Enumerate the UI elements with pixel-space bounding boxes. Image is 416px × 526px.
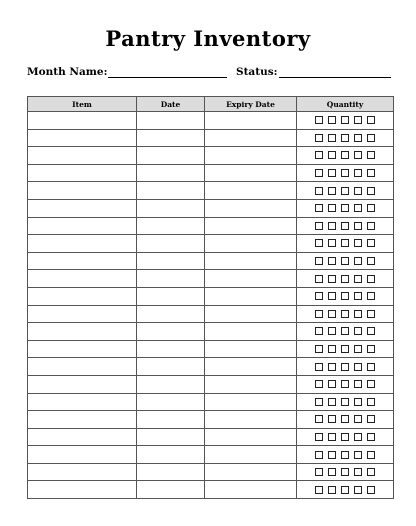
quantity-cell: [297, 305, 394, 323]
quantity-checkbox[interactable]: [328, 363, 336, 371]
quantity-checkboxes: [297, 468, 393, 476]
quantity-checkbox[interactable]: [367, 204, 375, 212]
quantity-checkbox[interactable]: [354, 169, 362, 177]
quantity-checkbox[interactable]: [341, 222, 349, 230]
quantity-checkbox[interactable]: [341, 363, 349, 371]
quantity-checkbox[interactable]: [315, 169, 323, 177]
quantity-checkbox[interactable]: [367, 310, 375, 318]
quantity-checkbox[interactable]: [328, 398, 336, 406]
table-row: [28, 164, 394, 182]
inventory-table: [27, 96, 394, 499]
quantity-checkbox[interactable]: [367, 345, 375, 353]
quantity-checkbox[interactable]: [341, 187, 349, 195]
quantity-checkboxes: [297, 204, 393, 212]
quantity-checkbox[interactable]: [354, 398, 362, 406]
quantity-checkbox[interactable]: [367, 187, 375, 195]
quantity-checkboxes: [297, 292, 393, 300]
table-row: [28, 182, 394, 200]
expiry-date-cell[interactable]: [205, 129, 297, 147]
expiry-date-cell[interactable]: [205, 358, 297, 376]
quantity-checkboxes: [297, 169, 393, 177]
quantity-checkbox[interactable]: [354, 468, 362, 476]
quantity-checkbox[interactable]: [328, 275, 336, 283]
quantity-checkbox[interactable]: [367, 451, 375, 459]
quantity-cell: [297, 358, 394, 376]
item-cell[interactable]: [28, 411, 137, 429]
expiry-date-cell[interactable]: [205, 323, 297, 341]
quantity-checkbox[interactable]: [354, 275, 362, 283]
item-cell[interactable]: [28, 428, 137, 446]
date-cell[interactable]: [137, 147, 205, 165]
date-cell[interactable]: [137, 235, 205, 253]
quantity-checkboxes: [297, 415, 393, 423]
quantity-checkbox[interactable]: [315, 327, 323, 335]
quantity-checkbox[interactable]: [341, 169, 349, 177]
status-label: Status:: [236, 66, 278, 78]
table-row: [28, 411, 394, 429]
quantity-checkbox[interactable]: [341, 116, 349, 124]
date-cell[interactable]: [137, 393, 205, 411]
date-cell[interactable]: [137, 375, 205, 393]
table-row: [28, 375, 394, 393]
quantity-checkbox[interactable]: [354, 451, 362, 459]
quantity-checkbox[interactable]: [367, 116, 375, 124]
quantity-cell: [297, 129, 394, 147]
table-row: [28, 446, 394, 464]
date-cell[interactable]: [137, 270, 205, 288]
quantity-checkboxes: [297, 486, 393, 494]
date-cell[interactable]: [137, 164, 205, 182]
quantity-checkbox[interactable]: [328, 239, 336, 247]
quantity-checkbox[interactable]: [354, 187, 362, 195]
quantity-checkbox[interactable]: [328, 433, 336, 441]
quantity-checkboxes: [297, 451, 393, 459]
expiry-date-cell[interactable]: [205, 411, 297, 429]
table-row: [28, 463, 394, 481]
date-cell[interactable]: [137, 340, 205, 358]
quantity-checkbox[interactable]: [341, 380, 349, 388]
quantity-checkbox[interactable]: [367, 415, 375, 423]
item-cell[interactable]: [28, 235, 137, 253]
quantity-checkboxes: [297, 398, 393, 406]
status-field: [236, 66, 391, 78]
quantity-checkbox[interactable]: [328, 415, 336, 423]
expiry-date-cell[interactable]: [205, 428, 297, 446]
date-cell[interactable]: [137, 199, 205, 217]
quantity-checkbox[interactable]: [354, 116, 362, 124]
expiry-date-cell[interactable]: [205, 217, 297, 235]
quantity-checkbox[interactable]: [341, 345, 349, 353]
table-row: [28, 270, 394, 288]
header-fields: [27, 66, 393, 82]
quantity-checkbox[interactable]: [367, 468, 375, 476]
date-cell[interactable]: [137, 305, 205, 323]
quantity-checkbox[interactable]: [367, 398, 375, 406]
quantity-checkbox[interactable]: [315, 345, 323, 353]
quantity-checkbox[interactable]: [354, 204, 362, 212]
quantity-checkbox[interactable]: [354, 134, 362, 142]
quantity-checkbox[interactable]: [328, 486, 336, 494]
quantity-checkboxes: [297, 363, 393, 371]
table-row: [28, 199, 394, 217]
quantity-checkbox[interactable]: [354, 292, 362, 300]
table-row: [28, 217, 394, 235]
quantity-checkbox[interactable]: [328, 151, 336, 159]
expiry-date-cell[interactable]: [205, 270, 297, 288]
quantity-cell: [297, 182, 394, 200]
quantity-checkbox[interactable]: [315, 239, 323, 247]
quantity-checkbox[interactable]: [341, 151, 349, 159]
table-body: [28, 112, 394, 499]
quantity-checkbox[interactable]: [328, 451, 336, 459]
quantity-checkbox[interactable]: [328, 169, 336, 177]
quantity-checkbox[interactable]: [354, 486, 362, 494]
quantity-checkbox[interactable]: [354, 239, 362, 247]
date-cell[interactable]: [137, 481, 205, 499]
quantity-checkbox[interactable]: [328, 345, 336, 353]
item-cell[interactable]: [28, 270, 137, 288]
quantity-checkbox[interactable]: [354, 363, 362, 371]
quantity-checkbox[interactable]: [328, 327, 336, 335]
date-cell[interactable]: [137, 129, 205, 147]
quantity-checkbox[interactable]: [341, 468, 349, 476]
quantity-checkbox[interactable]: [328, 292, 336, 300]
quantity-checkbox[interactable]: [315, 204, 323, 212]
table-row: [28, 112, 394, 130]
quantity-checkbox[interactable]: [367, 151, 375, 159]
date-cell[interactable]: [137, 182, 205, 200]
expiry-date-cell[interactable]: [205, 463, 297, 481]
quantity-cell: [297, 481, 394, 499]
table-row: [28, 287, 394, 305]
table-row: [28, 147, 394, 165]
item-cell[interactable]: [28, 129, 137, 147]
expiry-date-cell[interactable]: [205, 393, 297, 411]
quantity-checkbox[interactable]: [315, 433, 323, 441]
expiry-date-cell[interactable]: [205, 287, 297, 305]
quantity-cell: [297, 270, 394, 288]
table-row: [28, 358, 394, 376]
quantity-checkbox[interactable]: [315, 187, 323, 195]
item-cell[interactable]: [28, 252, 137, 270]
quantity-checkbox[interactable]: [341, 451, 349, 459]
date-cell[interactable]: [137, 112, 205, 130]
quantity-checkbox[interactable]: [328, 257, 336, 265]
date-cell[interactable]: [137, 446, 205, 464]
status-line[interactable]: [279, 67, 391, 78]
quantity-cell: [297, 235, 394, 253]
quantity-checkbox[interactable]: [341, 204, 349, 212]
quantity-checkbox[interactable]: [367, 134, 375, 142]
quantity-checkbox[interactable]: [315, 292, 323, 300]
quantity-checkbox[interactable]: [341, 398, 349, 406]
item-cell[interactable]: [28, 305, 137, 323]
quantity-cell: [297, 199, 394, 217]
quantity-cell: [297, 446, 394, 464]
quantity-cell: [297, 252, 394, 270]
expiry-date-cell[interactable]: [205, 199, 297, 217]
table-row: [28, 305, 394, 323]
expiry-date-cell[interactable]: [205, 375, 297, 393]
month-name-label: Month Name:: [27, 66, 108, 78]
quantity-checkbox[interactable]: [367, 222, 375, 230]
quantity-checkbox[interactable]: [315, 151, 323, 159]
quantity-checkbox[interactable]: [354, 433, 362, 441]
page-title: Pantry Inventory: [105, 26, 311, 51]
table-header-row: [28, 97, 394, 112]
quantity-checkbox[interactable]: [341, 292, 349, 300]
item-cell[interactable]: [28, 446, 137, 464]
quantity-checkbox[interactable]: [328, 468, 336, 476]
quantity-checkboxes: [297, 345, 393, 353]
date-cell[interactable]: [137, 358, 205, 376]
quantity-checkbox[interactable]: [328, 310, 336, 318]
quantity-cell: [297, 375, 394, 393]
item-cell[interactable]: [28, 217, 137, 235]
quantity-cell: [297, 428, 394, 446]
column-header-quantity: Quantity: [297, 97, 394, 112]
quantity-checkbox[interactable]: [328, 222, 336, 230]
column-header-item: Item: [28, 97, 137, 112]
quantity-checkbox[interactable]: [328, 187, 336, 195]
date-cell[interactable]: [137, 252, 205, 270]
item-cell[interactable]: [28, 375, 137, 393]
quantity-cell: [297, 164, 394, 182]
quantity-checkbox[interactable]: [354, 257, 362, 265]
item-cell[interactable]: [28, 112, 137, 130]
quantity-cell: [297, 393, 394, 411]
quantity-checkbox[interactable]: [367, 327, 375, 335]
item-cell[interactable]: [28, 340, 137, 358]
quantity-checkbox[interactable]: [315, 398, 323, 406]
item-cell[interactable]: [28, 463, 137, 481]
expiry-date-cell[interactable]: [205, 164, 297, 182]
expiry-date-cell[interactable]: [205, 446, 297, 464]
table-row: [28, 323, 394, 341]
quantity-checkbox[interactable]: [341, 257, 349, 265]
quantity-checkbox[interactable]: [315, 257, 323, 265]
month-name-line[interactable]: [108, 67, 227, 78]
quantity-cell: [297, 463, 394, 481]
table-row: [28, 235, 394, 253]
quantity-cell: [297, 287, 394, 305]
quantity-checkboxes: [297, 275, 393, 283]
expiry-date-cell[interactable]: [205, 481, 297, 499]
expiry-date-cell[interactable]: [205, 252, 297, 270]
table-row: [28, 340, 394, 358]
quantity-cell: [297, 411, 394, 429]
table-row: [28, 252, 394, 270]
quantity-cell: [297, 147, 394, 165]
quantity-checkbox[interactable]: [354, 151, 362, 159]
quantity-checkbox[interactable]: [367, 380, 375, 388]
quantity-checkbox[interactable]: [315, 451, 323, 459]
quantity-checkboxes: [297, 327, 393, 335]
table-row: [28, 428, 394, 446]
quantity-checkbox[interactable]: [315, 380, 323, 388]
quantity-checkbox[interactable]: [315, 275, 323, 283]
quantity-checkbox[interactable]: [354, 345, 362, 353]
quantity-checkbox[interactable]: [354, 415, 362, 423]
quantity-checkbox[interactable]: [341, 327, 349, 335]
quantity-checkbox[interactable]: [341, 415, 349, 423]
quantity-cell: [297, 340, 394, 358]
quantity-checkbox[interactable]: [354, 222, 362, 230]
quantity-checkboxes: [297, 239, 393, 247]
quantity-checkboxes: [297, 187, 393, 195]
quantity-checkboxes: [297, 310, 393, 318]
quantity-checkbox[interactable]: [328, 204, 336, 212]
date-cell[interactable]: [137, 428, 205, 446]
item-cell[interactable]: [28, 164, 137, 182]
quantity-checkbox[interactable]: [315, 486, 323, 494]
quantity-checkbox[interactable]: [367, 363, 375, 371]
month-name-field: [27, 66, 227, 78]
quantity-checkbox[interactable]: [315, 468, 323, 476]
quantity-checkboxes: [297, 380, 393, 388]
expiry-date-cell[interactable]: [205, 235, 297, 253]
quantity-checkboxes: [297, 116, 393, 124]
quantity-checkboxes: [297, 222, 393, 230]
date-cell[interactable]: [137, 323, 205, 341]
quantity-cell: [297, 217, 394, 235]
expiry-date-cell[interactable]: [205, 147, 297, 165]
quantity-checkbox[interactable]: [315, 415, 323, 423]
item-cell[interactable]: [28, 147, 137, 165]
quantity-checkbox[interactable]: [354, 310, 362, 318]
expiry-date-cell[interactable]: [205, 112, 297, 130]
quantity-checkbox[interactable]: [341, 134, 349, 142]
table-row: [28, 129, 394, 147]
date-cell[interactable]: [137, 411, 205, 429]
quantity-checkbox[interactable]: [328, 116, 336, 124]
quantity-checkbox[interactable]: [341, 433, 349, 441]
quantity-checkbox[interactable]: [315, 310, 323, 318]
item-cell[interactable]: [28, 287, 137, 305]
quantity-checkbox[interactable]: [315, 363, 323, 371]
item-cell[interactable]: [28, 199, 137, 217]
quantity-checkboxes: [297, 433, 393, 441]
item-cell[interactable]: [28, 182, 137, 200]
quantity-checkbox[interactable]: [367, 486, 375, 494]
quantity-checkbox[interactable]: [328, 134, 336, 142]
table-row: [28, 393, 394, 411]
quantity-cell: [297, 112, 394, 130]
date-cell[interactable]: [137, 287, 205, 305]
date-cell[interactable]: [137, 463, 205, 481]
quantity-checkbox[interactable]: [341, 486, 349, 494]
quantity-checkbox[interactable]: [367, 257, 375, 265]
item-cell[interactable]: [28, 393, 137, 411]
date-cell[interactable]: [137, 217, 205, 235]
column-header-date: Date: [137, 97, 205, 112]
quantity-checkbox[interactable]: [367, 275, 375, 283]
quantity-checkbox[interactable]: [341, 310, 349, 318]
expiry-date-cell[interactable]: [205, 340, 297, 358]
table-row: [28, 481, 394, 499]
quantity-checkboxes: [297, 134, 393, 142]
item-cell[interactable]: [28, 481, 137, 499]
expiry-date-cell[interactable]: [205, 305, 297, 323]
quantity-checkbox[interactable]: [354, 327, 362, 335]
quantity-checkbox[interactable]: [367, 239, 375, 247]
quantity-checkbox[interactable]: [315, 116, 323, 124]
quantity-checkbox[interactable]: [341, 239, 349, 247]
column-header-expiry-date: Expiry Date: [205, 97, 297, 112]
quantity-checkbox[interactable]: [315, 134, 323, 142]
quantity-checkbox[interactable]: [328, 380, 336, 388]
expiry-date-cell[interactable]: [205, 182, 297, 200]
item-cell[interactable]: [28, 323, 137, 341]
quantity-checkbox[interactable]: [354, 380, 362, 388]
quantity-checkbox[interactable]: [367, 169, 375, 177]
quantity-checkboxes: [297, 257, 393, 265]
quantity-checkbox[interactable]: [367, 292, 375, 300]
quantity-checkboxes: [297, 151, 393, 159]
quantity-cell: [297, 323, 394, 341]
item-cell[interactable]: [28, 358, 137, 376]
quantity-checkbox[interactable]: [315, 222, 323, 230]
quantity-checkbox[interactable]: [341, 275, 349, 283]
quantity-checkbox[interactable]: [367, 433, 375, 441]
